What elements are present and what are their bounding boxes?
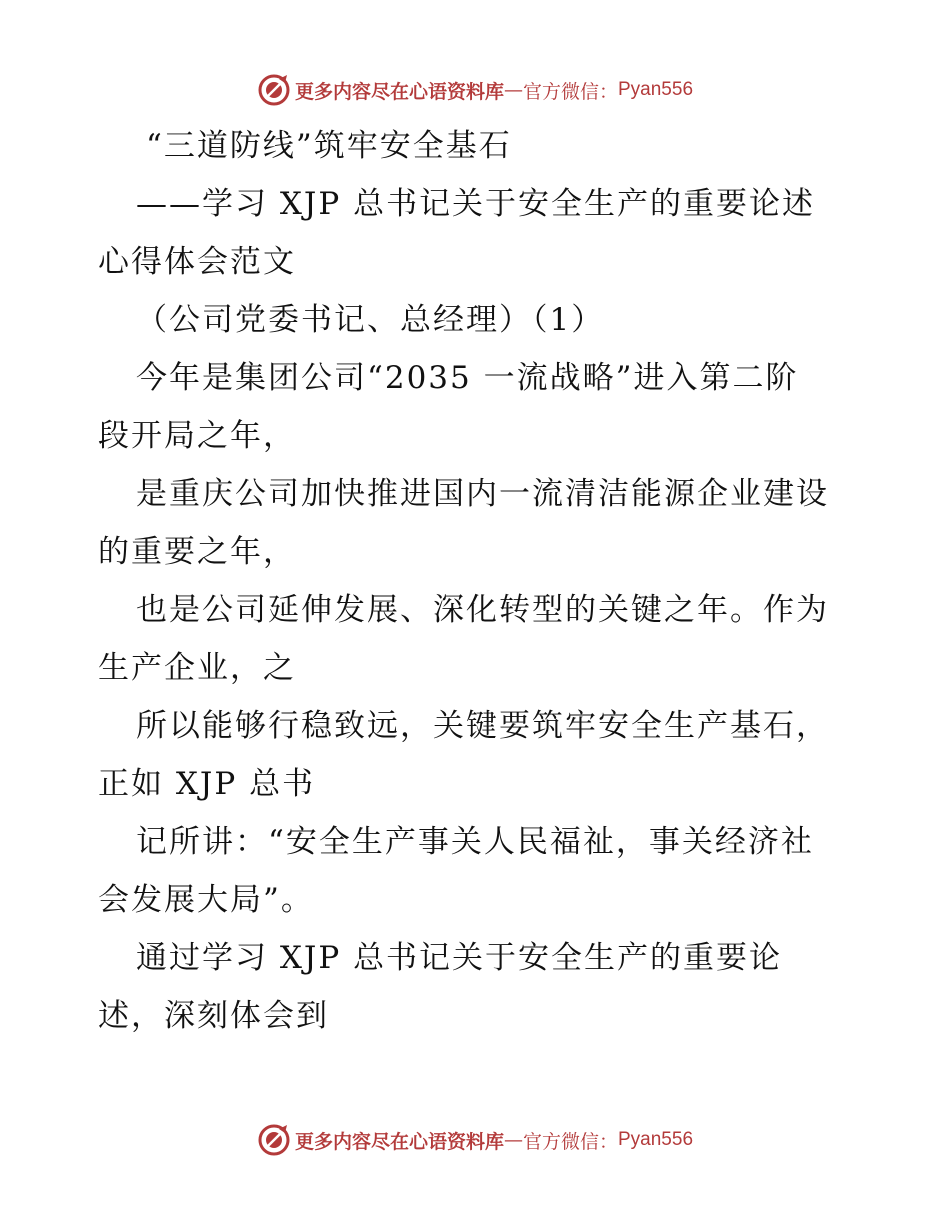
paragraph-line: 记所讲：“安全生产事关人民福祉，事关经济社 [136,824,814,860]
paragraph-line: 生产企业，之 [98,650,296,686]
seal-logo-icon [257,1123,291,1157]
document-subtitle: ——学习 XJP 总书记关于安全生产的重要论述 [136,186,816,222]
document-author-line: （公司党委书记、总经理）（1） [136,302,605,338]
watermark-wechat-id: Pyan556 [618,1129,694,1150]
header-watermark [0,70,950,110]
watermark-dash: — [503,1129,523,1151]
watermark-brand: 更多内容尽在心语资料库 [294,1130,504,1153]
paragraph-line: 的重要之年， [98,534,296,570]
watermark-wechat-id: Pyan556 [618,79,694,100]
paragraph-line: 今年是集团公司“2035 一流战略”进入第二阶 [136,360,799,396]
document-subtitle-cont: 心得体会范文 [98,244,296,280]
seal-logo-icon [257,73,291,107]
paragraph-line: 述，深刻体会到 [98,998,329,1034]
paragraph-line: 段开局之年， [98,418,296,454]
paragraph-line: 正如 XJP 总书 [98,766,316,802]
watermark-wechat-label: 官方微信： [522,80,618,103]
document-title: “三道防线”筑牢安全基石 [146,128,512,164]
watermark-dash: — [503,79,523,101]
paragraph-line: 也是公司延伸发展、深化转型的关键之年。作为 [136,592,829,628]
paragraph-line: 通过学习 XJP 总书记关于安全生产的重要论 [136,940,783,976]
paragraph-line: 所以能够行稳致远，关键要筑牢安全生产基石， [136,708,829,744]
watermark-wechat-label: 官方微信： [522,1130,618,1153]
paragraph-line: 是重庆公司加快推进国内一流清洁能源企业建设 [136,476,829,512]
footer-watermark [0,1120,950,1160]
watermark-brand: 更多内容尽在心语资料库 [294,80,504,103]
paragraph-line: 会发展大局”。 [98,882,314,918]
